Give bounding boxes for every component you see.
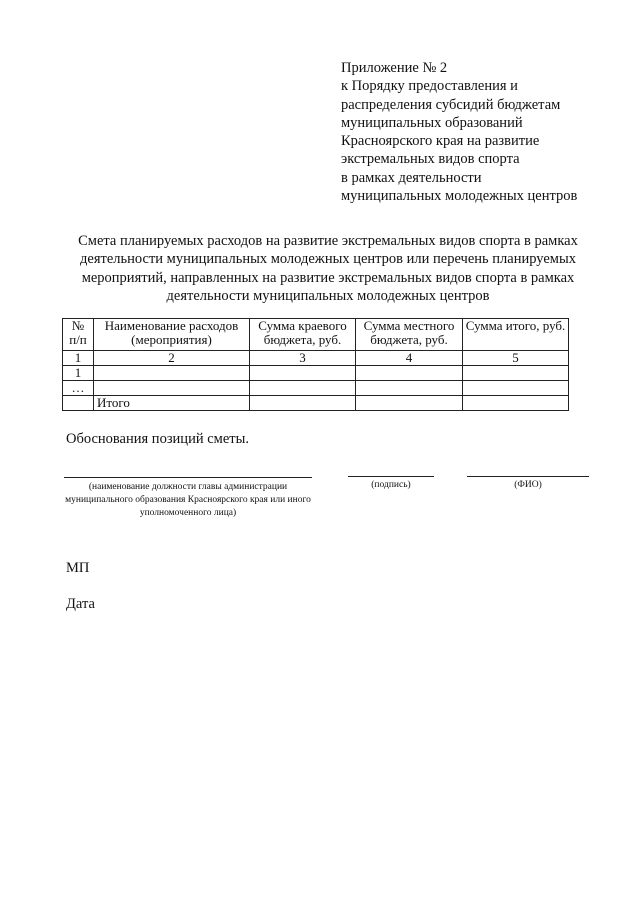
document-title xyxy=(58,232,598,305)
table-header-row xyxy=(63,319,569,351)
table-row xyxy=(63,381,569,396)
fio-caption: (ФИО) xyxy=(514,480,542,490)
annex-block xyxy=(341,59,626,205)
annex-line: к Порядку предоставления и xyxy=(341,78,518,95)
header-cell: Сумма итого, руб. xyxy=(463,319,569,351)
table-cell: 5 xyxy=(463,351,569,366)
header-cell: Сумма местного бюджета, руб. xyxy=(356,319,463,351)
basis-text: Обоснования позиций сметы. xyxy=(66,431,249,447)
annex-line: экстремальных видов спорта xyxy=(341,151,520,168)
header-cell: Сумма краевого бюджета, руб. xyxy=(250,319,356,351)
sign-line xyxy=(348,476,434,477)
table-cell xyxy=(94,366,250,381)
title-line: Смета планируемых расходов на развитие экстремальных видов спорта в рамках xyxy=(78,233,578,249)
annex-line: распределения субсидий бюджетам xyxy=(341,96,561,113)
table-cell: 3 xyxy=(250,351,356,366)
table-cell: 1 xyxy=(63,366,94,381)
annex-line: муниципальных молодежных центров xyxy=(341,188,578,205)
total-label: Итого xyxy=(94,396,250,411)
table-cell: 1 xyxy=(63,351,94,366)
table-cell xyxy=(250,396,356,411)
table-cell: 2 xyxy=(94,351,250,366)
table-cell xyxy=(94,381,250,396)
title-line: деятельности муниципальных молодежных центров xyxy=(166,287,490,304)
table-cell xyxy=(356,381,463,396)
position-caption: (наименование должности главы администрации муниципального образования Красноярского края или иного уполномоченного лица) xyxy=(65,482,311,518)
table-cell xyxy=(356,396,463,411)
header-cell: Наименование расходов (мероприятия) xyxy=(94,319,250,351)
position-signature-line xyxy=(64,477,312,478)
table-row xyxy=(63,366,569,381)
stamp-place-label: МП xyxy=(66,560,90,576)
table-cell xyxy=(250,366,356,381)
annex-line: муниципальных образований xyxy=(341,114,523,131)
header-cell: № п/п xyxy=(63,319,94,351)
estimate-table xyxy=(62,318,569,411)
table-cell: 4 xyxy=(356,351,463,366)
table-cell xyxy=(63,396,94,411)
column-number-row xyxy=(63,351,569,366)
title-line: мероприятий, направленных на развитие экстремальных видов спорта в рамках xyxy=(81,269,575,286)
annex-line: в рамках деятельности xyxy=(341,169,482,186)
title-line: деятельности муниципальных молодежных центров или перечень планируемых xyxy=(80,251,576,268)
table-cell xyxy=(356,366,463,381)
table-cell xyxy=(250,381,356,396)
table-cell xyxy=(463,381,569,396)
table-cell: … xyxy=(63,381,94,396)
table-cell xyxy=(463,366,569,381)
annex-line: Приложение № 2 xyxy=(341,60,448,76)
date-label: Дата xyxy=(66,596,95,612)
table-cell xyxy=(463,396,569,411)
annex-line: Красноярского края на развитие xyxy=(341,133,540,150)
fio-line xyxy=(467,476,589,477)
sign-caption: (подпись) xyxy=(371,480,411,490)
total-row xyxy=(63,396,569,411)
